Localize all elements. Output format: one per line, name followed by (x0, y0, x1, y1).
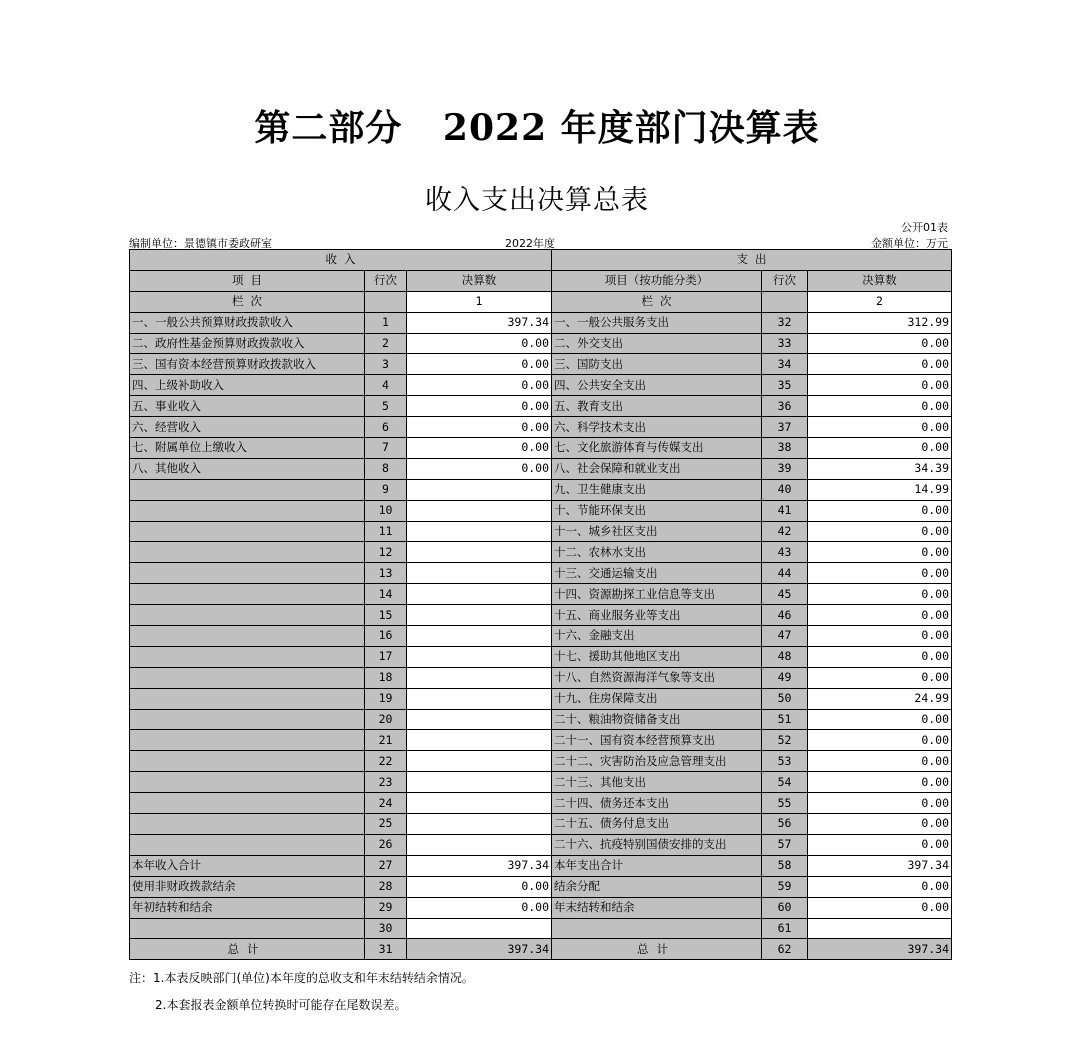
right-line-cell: 38 (762, 438, 808, 459)
left-item-cell: 年初结转和结余 (130, 897, 365, 918)
page-title: 第二部分 2022 年度部门决算表 (254, 107, 820, 149)
left-amount-cell: 0.00 (407, 458, 552, 479)
left-amount-cell: 0.00 (407, 354, 552, 375)
column-index-label: 栏 次 (130, 291, 365, 312)
right-item-cell: 年末结转和结余 (552, 897, 762, 918)
left-amount-cell: 397.34 (407, 855, 552, 876)
table-row (130, 876, 952, 897)
column-index-row (130, 291, 952, 312)
left-amount-cell: 0.00 (407, 396, 552, 417)
left-amount-cell: 0.00 (407, 375, 552, 396)
left-amount-cell: 0.00 (407, 417, 552, 438)
left-line-cell: 23 (365, 772, 407, 793)
right-amount-cell: 0.00 (808, 834, 952, 855)
left-line-cell: 26 (365, 834, 407, 855)
left-item-cell (130, 709, 365, 730)
left-item-cell: 七、附属单位上缴收入 (130, 438, 365, 459)
right-item-cell: 十三、交通运输支出 (552, 563, 762, 584)
right-line-cell: 47 (762, 626, 808, 647)
left-amount-cell (407, 584, 552, 605)
left-item-cell: 二、政府性基金预算财政拨款收入 (130, 333, 365, 354)
table-row (130, 918, 952, 939)
col-item-func-header: 项目（按功能分类） (552, 270, 762, 291)
income-expense-table (129, 249, 952, 960)
right-item-cell: 一、一般公共服务支出 (552, 312, 762, 333)
table-row (130, 375, 952, 396)
amount-unit: 金额单位：万元 (871, 237, 948, 250)
left-item-cell (130, 751, 365, 772)
right-line-cell: 34 (762, 354, 808, 375)
table-row (130, 646, 952, 667)
col-amount-header: 决算数 (407, 270, 552, 291)
left-item-cell: 五、事业收入 (130, 396, 365, 417)
right-item-cell: 二十二、灾害防治及应急管理支出 (552, 751, 762, 772)
right-amount-cell: 0.00 (808, 772, 952, 793)
right-amount-cell: 0.00 (808, 876, 952, 897)
column-index-blank (365, 291, 407, 312)
left-line-cell: 16 (365, 626, 407, 647)
right-item-cell: 本年支出合计 (552, 855, 762, 876)
left-line-cell: 19 (365, 688, 407, 709)
left-line-cell: 3 (365, 354, 407, 375)
left-line-cell: 8 (365, 458, 407, 479)
left-amount-cell (407, 626, 552, 647)
left-line-cell: 31 (365, 939, 407, 960)
table-row (130, 417, 952, 438)
left-item-cell: 使用非财政拨款结余 (130, 876, 365, 897)
right-amount-cell: 0.00 (808, 667, 952, 688)
left-line-cell: 18 (365, 667, 407, 688)
table-row (130, 626, 952, 647)
right-amount-cell: 397.34 (808, 939, 952, 960)
left-line-cell: 9 (365, 479, 407, 500)
left-amount-cell (407, 834, 552, 855)
right-amount-cell: 0.00 (808, 521, 952, 542)
right-line-cell: 40 (762, 479, 808, 500)
left-item-cell (130, 730, 365, 751)
right-amount-cell: 0.00 (808, 375, 952, 396)
right-item-cell: 结余分配 (552, 876, 762, 897)
column-index-blank-2 (762, 291, 808, 312)
table-row (130, 897, 952, 918)
left-line-cell: 4 (365, 375, 407, 396)
table-row (130, 605, 952, 626)
table-row (130, 563, 952, 584)
right-item-cell: 六、科学技术支出 (552, 417, 762, 438)
column-index-1: 1 (407, 291, 552, 312)
right-item-cell: 二、外交支出 (552, 333, 762, 354)
right-item-cell: 八、社会保障和就业支出 (552, 458, 762, 479)
table-row (130, 814, 952, 835)
left-amount-cell (407, 646, 552, 667)
table-row (130, 688, 952, 709)
left-amount-cell (407, 667, 552, 688)
left-item-cell: 八、其他收入 (130, 458, 365, 479)
table-row (130, 667, 952, 688)
column-header-row (130, 270, 952, 291)
right-amount-cell: 0.00 (808, 626, 952, 647)
right-amount-cell: 0.00 (808, 438, 952, 459)
left-amount-cell (407, 688, 552, 709)
right-line-cell: 61 (762, 918, 808, 939)
left-amount-cell: 0.00 (407, 897, 552, 918)
table-row (130, 333, 952, 354)
right-line-cell: 37 (762, 417, 808, 438)
right-item-cell: 九、卫生健康支出 (552, 479, 762, 500)
left-line-cell: 1 (365, 312, 407, 333)
right-item-cell: 二十三、其他支出 (552, 772, 762, 793)
left-line-cell: 27 (365, 855, 407, 876)
right-amount-cell: 24.99 (808, 688, 952, 709)
table-row (130, 834, 952, 855)
table-row (130, 772, 952, 793)
left-amount-cell: 0.00 (407, 333, 552, 354)
right-amount-cell: 0.00 (808, 751, 952, 772)
notes (129, 965, 474, 1019)
total-row (130, 939, 952, 960)
income-section-label: 收 入 (130, 250, 552, 271)
left-line-cell: 25 (365, 814, 407, 835)
right-amount-cell: 0.00 (808, 333, 952, 354)
left-amount-cell (407, 793, 552, 814)
left-amount-cell (407, 605, 552, 626)
left-amount-cell (407, 709, 552, 730)
left-amount-cell (407, 479, 552, 500)
section-header-row (130, 250, 952, 271)
table-row (130, 354, 952, 375)
left-item-cell (130, 521, 365, 542)
right-line-cell: 59 (762, 876, 808, 897)
right-item-cell: 十八、自然资源海洋气象等支出 (552, 667, 762, 688)
note-1: 注：1.本表反映部门(单位)本年度的总收支和年末结转结余情况。 (129, 971, 474, 985)
right-line-cell: 33 (762, 333, 808, 354)
table-row (130, 521, 952, 542)
right-amount-cell: 0.00 (808, 500, 952, 521)
left-amount-cell: 0.00 (407, 438, 552, 459)
right-line-cell: 54 (762, 772, 808, 793)
right-item-cell: 十九、住房保障支出 (552, 688, 762, 709)
right-line-cell: 39 (762, 458, 808, 479)
left-item-cell (130, 646, 365, 667)
table-title: 收入支出决算总表 (425, 185, 649, 216)
table-row (130, 312, 952, 333)
right-item-cell (552, 918, 762, 939)
left-amount-cell (407, 730, 552, 751)
left-amount-cell (407, 500, 552, 521)
right-line-cell: 46 (762, 605, 808, 626)
right-amount-cell: 0.00 (808, 897, 952, 918)
left-line-cell: 5 (365, 396, 407, 417)
table-row (130, 730, 952, 751)
report-year: 2022年度 (505, 237, 555, 250)
right-line-cell: 42 (762, 521, 808, 542)
right-line-cell: 48 (762, 646, 808, 667)
table-row (130, 793, 952, 814)
note-2: 2.本套报表金额单位转换时可能存在尾数误差。 (155, 998, 407, 1012)
right-amount-cell: 0.00 (808, 814, 952, 835)
right-amount-cell: 0.00 (808, 709, 952, 730)
left-item-cell (130, 834, 365, 855)
table-row (130, 458, 952, 479)
left-amount-cell (407, 814, 552, 835)
right-line-cell: 36 (762, 396, 808, 417)
right-line-cell: 49 (762, 667, 808, 688)
right-line-cell: 44 (762, 563, 808, 584)
right-item-cell: 二十五、债务付息支出 (552, 814, 762, 835)
left-amount-cell: 397.34 (407, 312, 552, 333)
table-row (130, 396, 952, 417)
right-line-cell: 43 (762, 542, 808, 563)
table-row (130, 542, 952, 563)
left-line-cell: 13 (365, 563, 407, 584)
expense-section-label: 支 出 (552, 250, 952, 271)
left-line-cell: 28 (365, 876, 407, 897)
table-row (130, 855, 952, 876)
table-row (130, 500, 952, 521)
left-item-cell (130, 563, 365, 584)
right-item-cell: 十五、商业服务业等支出 (552, 605, 762, 626)
left-item-cell (130, 814, 365, 835)
left-item-cell (130, 479, 365, 500)
right-line-cell: 32 (762, 312, 808, 333)
left-line-cell: 12 (365, 542, 407, 563)
left-item-cell: 四、上级补助收入 (130, 375, 365, 396)
right-line-cell: 53 (762, 751, 808, 772)
reporting-unit: 编制单位：景德镇市委政研室 (129, 237, 272, 250)
right-item-cell: 十一、城乡社区支出 (552, 521, 762, 542)
right-item-cell: 四、公共安全支出 (552, 375, 762, 396)
column-index-label-2: 栏 次 (552, 291, 762, 312)
right-line-cell: 55 (762, 793, 808, 814)
table-row (130, 438, 952, 459)
left-item-cell (130, 542, 365, 563)
col-line-header: 行次 (365, 270, 407, 291)
right-line-cell: 57 (762, 834, 808, 855)
left-amount-cell (407, 772, 552, 793)
right-amount-cell: 0.00 (808, 542, 952, 563)
right-amount-cell: 0.00 (808, 730, 952, 751)
left-item-cell (130, 688, 365, 709)
right-amount-cell: 0.00 (808, 396, 952, 417)
right-amount-cell: 0.00 (808, 417, 952, 438)
column-index-2: 2 (808, 291, 952, 312)
right-line-cell: 35 (762, 375, 808, 396)
left-line-cell: 17 (365, 646, 407, 667)
left-line-cell: 2 (365, 333, 407, 354)
right-item-cell: 二十六、抗疫特别国债安排的支出 (552, 834, 762, 855)
left-line-cell: 21 (365, 730, 407, 751)
right-line-cell: 58 (762, 855, 808, 876)
left-line-cell: 30 (365, 918, 407, 939)
right-line-cell: 41 (762, 500, 808, 521)
left-item-cell: 本年收入合计 (130, 855, 365, 876)
right-item-cell: 十四、资源勘探工业信息等支出 (552, 584, 762, 605)
left-item-cell (130, 793, 365, 814)
left-item-cell (130, 667, 365, 688)
left-item-cell: 总计 (130, 939, 365, 960)
right-item-cell: 十六、金融支出 (552, 626, 762, 647)
left-line-cell: 6 (365, 417, 407, 438)
right-amount-cell: 0.00 (808, 354, 952, 375)
right-amount-cell: 0.00 (808, 646, 952, 667)
left-item-cell: 六、经营收入 (130, 417, 365, 438)
left-line-cell: 10 (365, 500, 407, 521)
right-item-cell: 二十四、债务还本支出 (552, 793, 762, 814)
right-line-cell: 52 (762, 730, 808, 751)
left-item-cell (130, 500, 365, 521)
left-line-cell: 22 (365, 751, 407, 772)
left-line-cell: 14 (365, 584, 407, 605)
col-line-header-2: 行次 (762, 270, 808, 291)
table-row (130, 479, 952, 500)
col-amount-header-2: 决算数 (808, 270, 952, 291)
left-line-cell: 11 (365, 521, 407, 542)
left-amount-cell (407, 918, 552, 939)
right-line-cell: 51 (762, 709, 808, 730)
right-amount-cell: 0.00 (808, 563, 952, 584)
left-item-cell: 三、国有资本经营预算财政拨款收入 (130, 354, 365, 375)
left-line-cell: 20 (365, 709, 407, 730)
right-amount-cell: 0.00 (808, 605, 952, 626)
right-item-cell: 七、文化旅游体育与传媒支出 (552, 438, 762, 459)
left-amount-cell (407, 751, 552, 772)
right-item-cell: 二十一、国有资本经营预算支出 (552, 730, 762, 751)
right-line-cell: 60 (762, 897, 808, 918)
right-item-cell: 十、节能环保支出 (552, 500, 762, 521)
left-line-cell: 29 (365, 897, 407, 918)
right-amount-cell: 0.00 (808, 584, 952, 605)
right-amount-cell: 397.34 (808, 855, 952, 876)
left-amount-cell: 397.34 (407, 939, 552, 960)
right-amount-cell: 34.39 (808, 458, 952, 479)
form-code: 公开01表 (901, 221, 948, 234)
right-line-cell: 50 (762, 688, 808, 709)
left-amount-cell (407, 542, 552, 563)
table-row (130, 751, 952, 772)
right-item-cell: 五、教育支出 (552, 396, 762, 417)
right-item-cell: 三、国防支出 (552, 354, 762, 375)
left-amount-cell: 0.00 (407, 876, 552, 897)
table-row (130, 709, 952, 730)
left-line-cell: 15 (365, 605, 407, 626)
left-item-cell (130, 918, 365, 939)
right-item-cell: 二十、粮油物资储备支出 (552, 709, 762, 730)
left-amount-cell (407, 563, 552, 584)
left-line-cell: 7 (365, 438, 407, 459)
right-line-cell: 62 (762, 939, 808, 960)
left-item-cell (130, 584, 365, 605)
left-item-cell (130, 772, 365, 793)
right-line-cell: 45 (762, 584, 808, 605)
right-amount-cell: 14.99 (808, 479, 952, 500)
left-amount-cell (407, 521, 552, 542)
right-amount-cell: 0.00 (808, 793, 952, 814)
left-item-cell (130, 605, 365, 626)
right-amount-cell: 312.99 (808, 312, 952, 333)
col-item-header: 项 目 (130, 270, 365, 291)
left-line-cell: 24 (365, 793, 407, 814)
right-amount-cell (808, 918, 952, 939)
right-line-cell: 56 (762, 814, 808, 835)
table-row (130, 584, 952, 605)
right-item-cell: 十二、农林水支出 (552, 542, 762, 563)
left-item-cell (130, 626, 365, 647)
right-item-cell: 十七、援助其他地区支出 (552, 646, 762, 667)
right-item-cell: 总计 (552, 939, 762, 960)
left-item-cell: 一、一般公共预算财政拨款收入 (130, 312, 365, 333)
